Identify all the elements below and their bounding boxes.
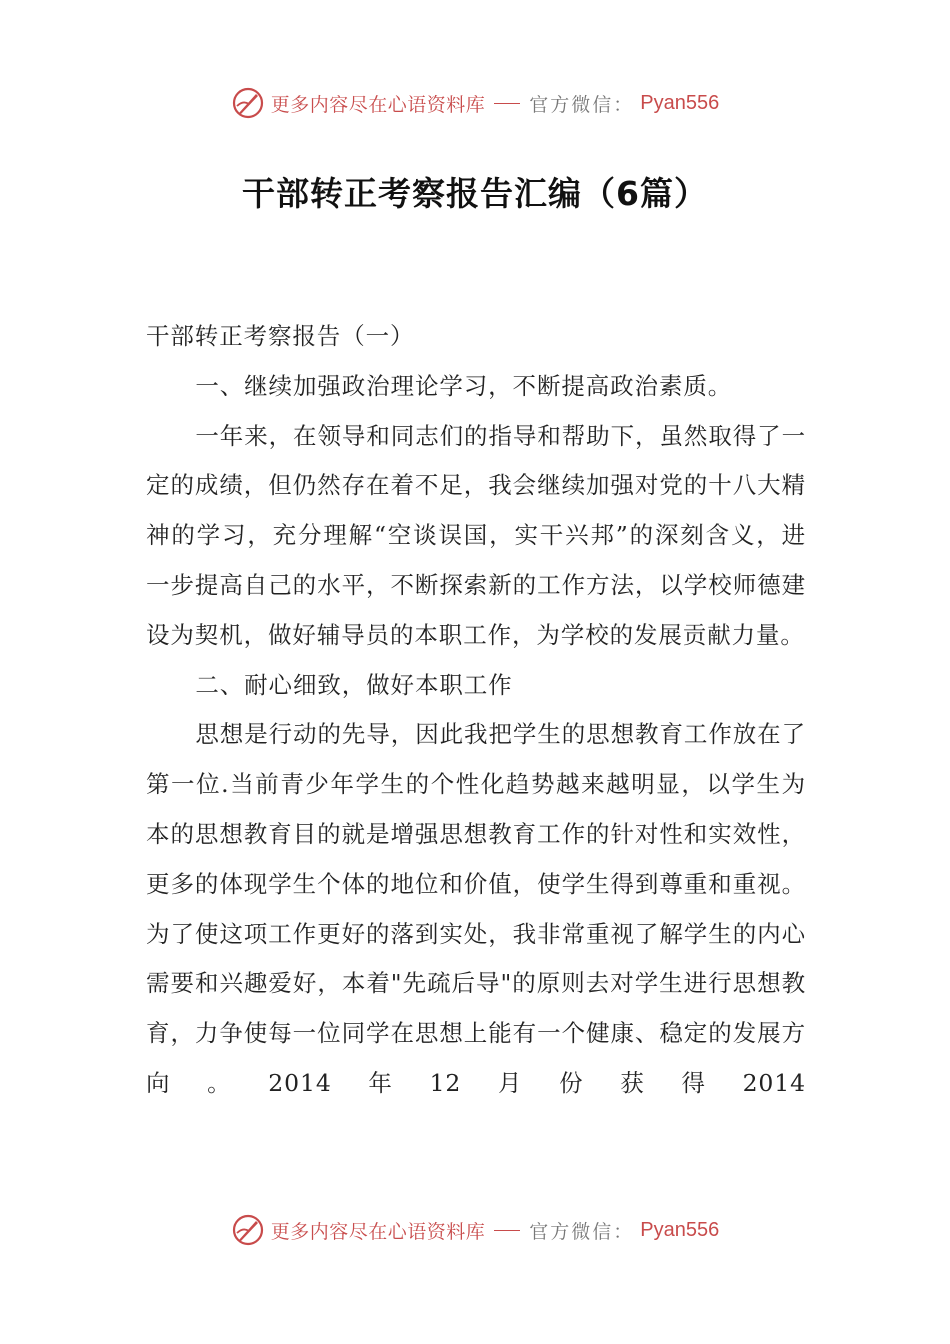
watermark-id: Pyan556 bbox=[640, 91, 720, 114]
watermark-dash bbox=[494, 1230, 520, 1231]
watermark-id: Pyan556 bbox=[640, 1218, 720, 1241]
paragraph-3: 二、耐心细致，做好本职工作 bbox=[195, 670, 513, 699]
quill-logo-icon bbox=[231, 1213, 265, 1247]
watermark-dash bbox=[494, 103, 520, 104]
header-watermark bbox=[0, 83, 950, 123]
paragraph-2: 一年来，在领导和同志们的指导和帮助下，虽然取得了一定的成绩，但仍然存在着不足，我会继续加强对党的十八大精神的学习，充分理解“空谈误国，实干兴邦”的深刻含义，进一步提高自己的水平，不断探索新的工作方法，以学校师德建设为契机，做好辅导员的本职工作，为学校的发展贡献力量。 bbox=[146, 421, 806, 649]
paragraph-4: 思想是行动的先导，因此我把学生的思想教育工作放在了第一位.当前青少年学生的个性化趋势越来越明显，以学生为本的思想教育目的就是增强思想教育工作的针对性和实效性，更多的体现学生个体的地位和价值，使学生得到尊重和重视。为了使这项工作更好的落到实处，我非常重视了解学生的内心需要和兴趣爱好，本着"先疏后导"的原则去对学生进行思想教育，力争使每一位同学在思想上能有一个健康、稳定的发展方向。2014年12月份获得2014 bbox=[146, 720, 806, 1097]
quill-logo-icon bbox=[231, 86, 265, 120]
document-body bbox=[146, 312, 806, 1109]
paragraph-1: 一、继续加强政治理论学习，不断提高政治素质。 bbox=[195, 371, 733, 400]
watermark-text: 更多内容尽在心语资料库 bbox=[270, 1220, 486, 1243]
footer-watermark bbox=[0, 1210, 950, 1250]
section-heading: 干部转正考察报告（一） bbox=[146, 322, 415, 350]
watermark-label: 官方微信： bbox=[529, 1220, 635, 1243]
document-title: 干部转正考察报告汇编（6篇） bbox=[242, 174, 708, 213]
watermark-label: 官方微信： bbox=[529, 93, 635, 116]
watermark-text: 更多内容尽在心语资料库 bbox=[270, 93, 486, 116]
